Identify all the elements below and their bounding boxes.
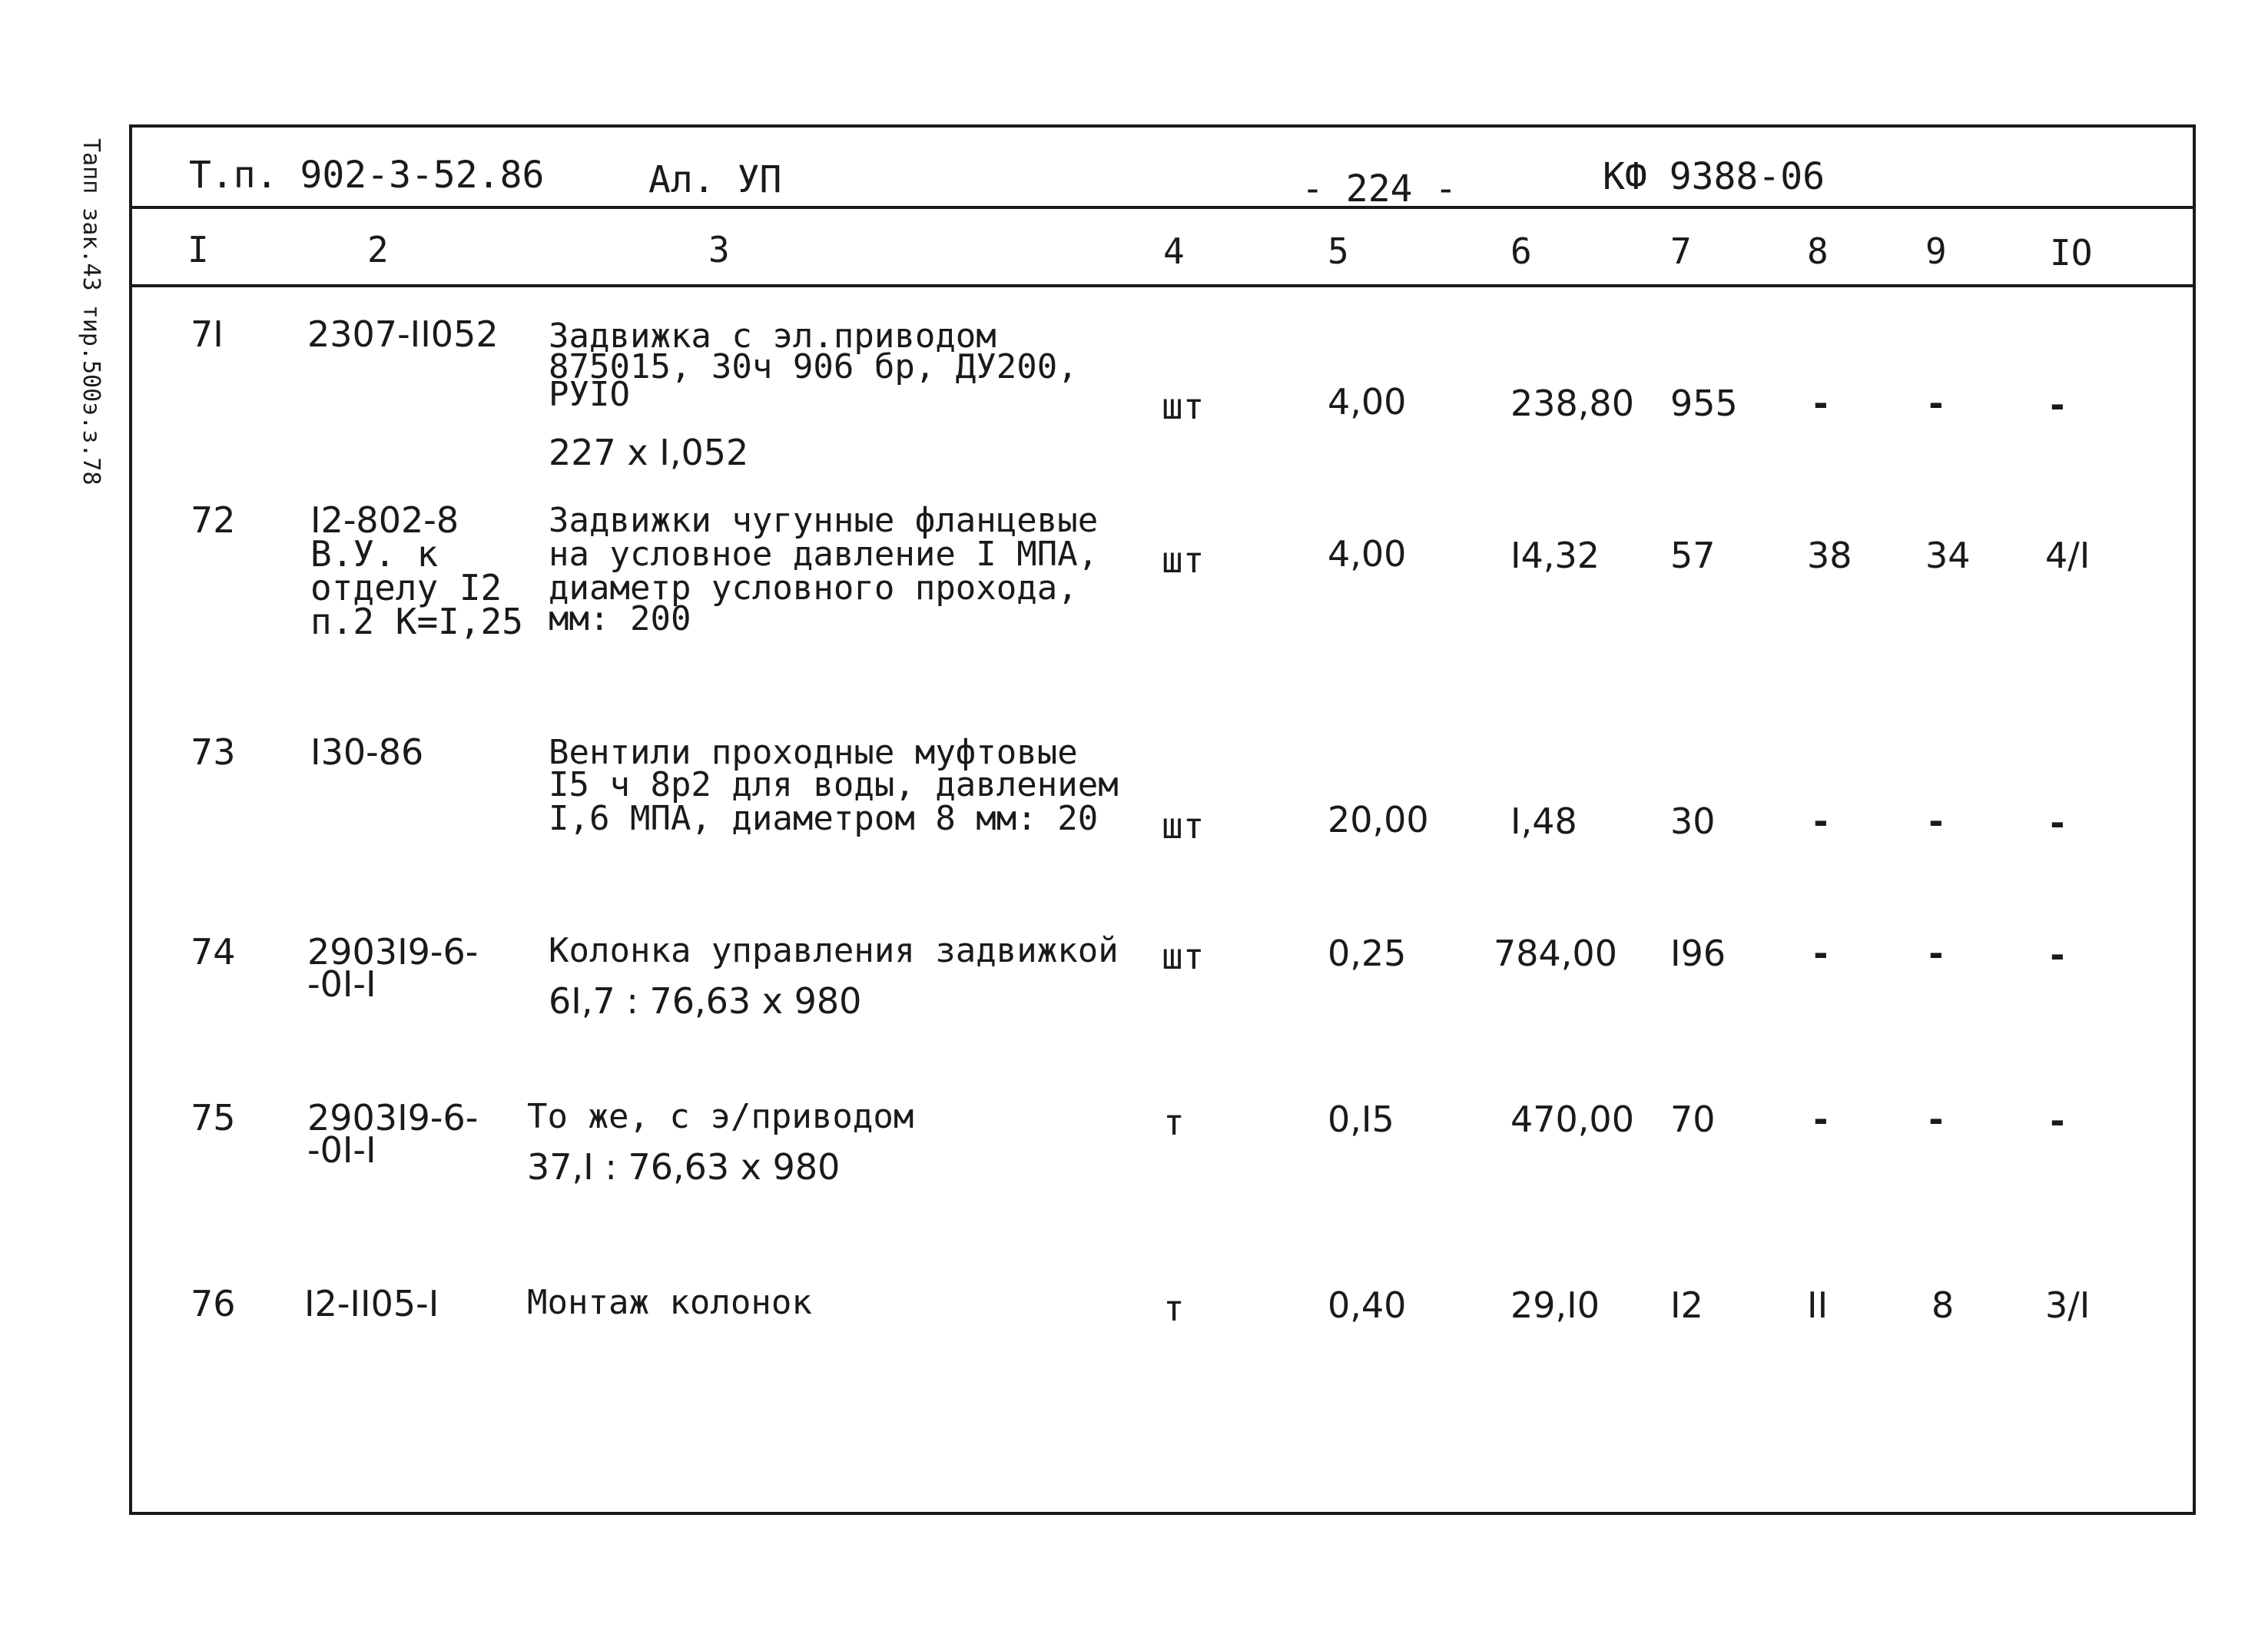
- column-header-3: 3: [708, 229, 730, 270]
- row-description-line: Задвижка с эл.приводом: [549, 317, 996, 356]
- page-number: - 224 -: [1301, 167, 1457, 210]
- margin-imprint: [77, 138, 108, 538]
- row-description-line: Задвижки чугунные фланцевые: [549, 501, 1099, 540]
- row-description-line: Вентили проходные муфтовые: [549, 733, 1078, 772]
- row-description-line: мм: 200: [549, 599, 691, 638]
- column-header-7: 7: [1670, 230, 1692, 272]
- row-code-line: I2-802-8: [310, 499, 459, 541]
- column-header-5: 5: [1328, 230, 1349, 272]
- row-col8: 38: [1807, 535, 1852, 576]
- row-quantity: 0,25: [1328, 933, 1407, 974]
- row-code-line: п.2 К=I,25: [310, 601, 523, 642]
- row-unit: шт: [1162, 805, 1205, 847]
- document-frame: [129, 124, 2196, 1515]
- row-code-line: I30-86: [310, 731, 424, 773]
- row-col10: -: [2047, 384, 2068, 426]
- column-header-4: 4: [1163, 230, 1185, 272]
- row-col9: -: [1925, 800, 1947, 842]
- row-total: 30: [1670, 800, 1716, 842]
- row-unit: шт: [1162, 936, 1205, 977]
- row-code-line: отделу I2: [310, 567, 502, 608]
- column-header-8: 8: [1807, 230, 1829, 272]
- row-description-line: 875015, 30ч 906 бр, ДУ200,: [549, 347, 1078, 386]
- row-number: 7I: [191, 313, 224, 355]
- row-calculation: 227 x I,052: [549, 432, 749, 473]
- row-description-line: Колонка управления задвижкой: [549, 931, 1119, 970]
- column-header-1: I: [187, 229, 209, 270]
- row-description-line: РУIO: [549, 375, 630, 414]
- row-unit: шт: [1162, 539, 1205, 581]
- column-header-9: 9: [1925, 230, 1947, 272]
- album-number: Ал. УП: [648, 158, 782, 201]
- row-col8: -: [1810, 1099, 1832, 1140]
- row-description-line: I,6 МПА, диаметром 8 мм: 20: [549, 799, 1099, 838]
- row-unit: т: [1163, 1288, 1185, 1329]
- row-quantity: 20,00: [1328, 799, 1429, 840]
- row-unit-price: 29,I0: [1510, 1284, 1600, 1326]
- row-col10: 3/I: [2045, 1284, 2091, 1326]
- row-number: 76: [191, 1283, 236, 1324]
- column-header-6: 6: [1510, 230, 1532, 272]
- row-col9: -: [1925, 1099, 1947, 1140]
- row-col10: 4/I: [2045, 535, 2091, 576]
- row-calculation: 6I,7 : 76,63 x 980: [549, 980, 862, 1022]
- row-code-line: I2-II05-I: [304, 1283, 439, 1324]
- row-code-line: -0I-I: [307, 1129, 376, 1171]
- row-total: I2: [1670, 1284, 1703, 1326]
- row-description-line: I5 ч 8р2 для воды, давлением: [549, 765, 1119, 804]
- row-calculation: 37,I : 76,63 x 980: [527, 1146, 841, 1188]
- row-col8: -: [1810, 800, 1832, 842]
- row-col10: -: [2047, 934, 2068, 976]
- row-total: 955: [1670, 383, 1738, 424]
- row-col9: -: [1925, 933, 1947, 974]
- row-total: 57: [1670, 535, 1716, 576]
- row-col8: II: [1807, 1284, 1829, 1326]
- row-unit-price: 784,00: [1494, 933, 1617, 974]
- row-total: 70: [1670, 1099, 1716, 1140]
- row-number: 75: [191, 1097, 236, 1138]
- row-unit: шт: [1162, 386, 1205, 427]
- row-unit: т: [1163, 1102, 1185, 1143]
- row-total: I96: [1670, 933, 1726, 974]
- row-unit-price: I,48: [1510, 800, 1577, 842]
- row-unit-price: 470,00: [1510, 1099, 1634, 1140]
- row-col8: -: [1810, 933, 1832, 974]
- row-number: 73: [191, 731, 236, 773]
- row-description-line: на условное давление I МПА,: [549, 535, 1099, 574]
- row-description-line: Монтаж колонок: [527, 1283, 812, 1322]
- row-col8: -: [1810, 383, 1832, 424]
- row-quantity: 0,40: [1328, 1284, 1407, 1326]
- row-col10: -: [2047, 802, 2068, 844]
- column-header-2: 2: [367, 229, 389, 270]
- row-quantity: 4,00: [1328, 533, 1407, 575]
- row-number: 72: [191, 499, 236, 541]
- column-header-divider: [132, 284, 2193, 287]
- margin-imprint-text: Тапп зак.43 тир.500э.з.78: [78, 138, 104, 486]
- row-quantity: 4,00: [1328, 381, 1407, 423]
- row-unit-price: 238,80: [1510, 383, 1634, 424]
- header-divider: [132, 206, 2193, 209]
- project-code: Т.п. 902-3-52.86: [189, 154, 545, 197]
- row-unit-price: I4,32: [1510, 535, 1600, 576]
- row-code-line: 2307-II052: [307, 313, 499, 355]
- row-code-line: 2903I9-6-: [307, 931, 479, 973]
- row-col10: -: [2047, 1100, 2068, 1142]
- row-col9: -: [1925, 383, 1947, 424]
- row-description-line: диаметр условного прохода,: [549, 568, 1078, 608]
- column-header-10: IO: [2050, 232, 2093, 273]
- row-quantity: 0,I5: [1328, 1099, 1394, 1140]
- row-code-line: 2903I9-6-: [307, 1097, 479, 1138]
- row-col9: 8: [1931, 1284, 1955, 1326]
- order-stamp: КФ 9388-06: [1603, 155, 1825, 198]
- row-number: 74: [191, 931, 236, 973]
- row-description-line: То же, с э/приводом: [527, 1097, 914, 1136]
- row-code-line: -0I-I: [307, 963, 376, 1005]
- row-code-line: В.У. к: [310, 533, 439, 575]
- row-col9: 34: [1925, 535, 1971, 576]
